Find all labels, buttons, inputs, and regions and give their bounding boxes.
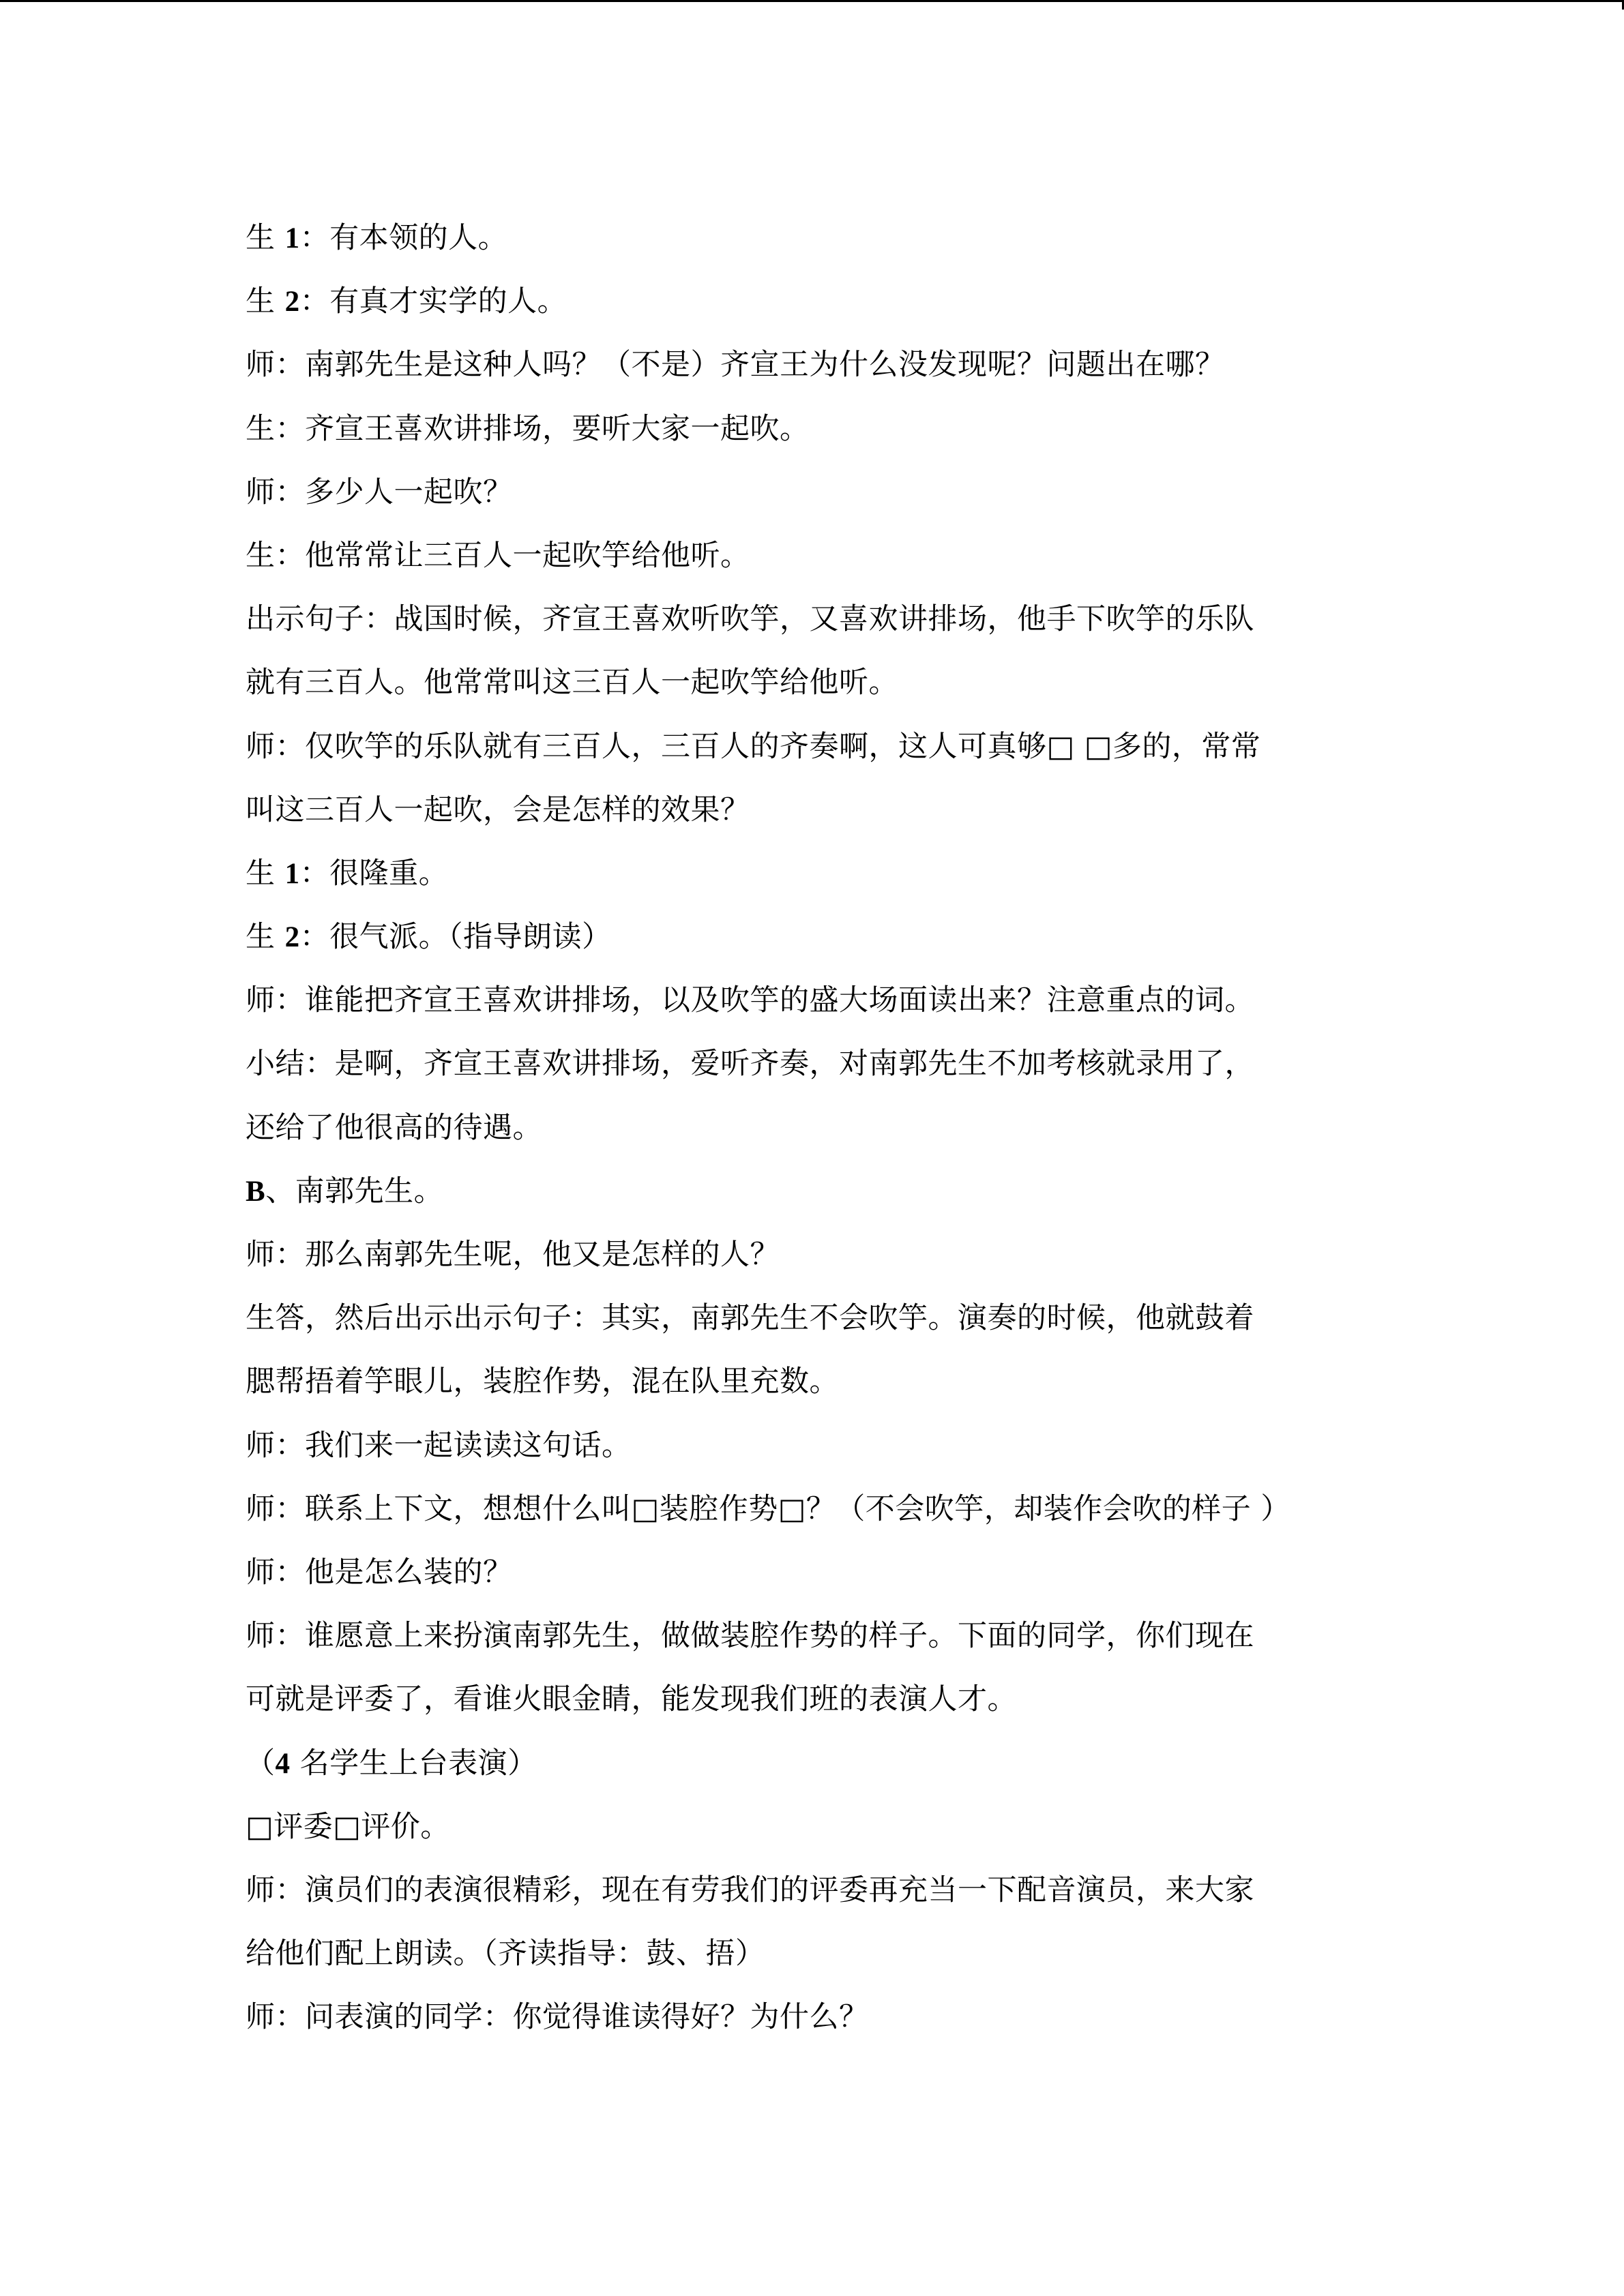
text-line: 生 1：很隆重。 bbox=[246, 856, 449, 891]
text-line: 师：联系上下文，想想什么叫□装腔作势□？（不会吹竽，却装作会吹的样子 ） bbox=[246, 1491, 1290, 1526]
page-top-border bbox=[0, 0, 1624, 2]
text-line: 师：谁能把齐宣王喜欢讲排场，以及吹竽的盛大场面读出来？注意重点的词。 bbox=[246, 983, 1254, 1018]
text-line: 师：仅吹竽的乐队就有三百人，三百人的齐奏啊，这人可真够□ □多的，常常 bbox=[246, 729, 1261, 764]
text-line: 出示句子：战国时候，齐宣王喜欢听吹竽，又喜欢讲排场，他手下吹竽的乐队 bbox=[246, 602, 1254, 637]
text-line: （4 名学生上台表演） bbox=[246, 1746, 537, 1780]
text-line: 腮帮捂着竽眼儿，装腔作势，混在队里充数。 bbox=[246, 1365, 839, 1399]
text-line: 给他们配上朗读。（齐读指导：鼓、捂） bbox=[246, 1937, 765, 1971]
document-body bbox=[246, 207, 1378, 2049]
text-line: 可就是评委了，看谁火眼金睛，能发现我们班的表演人才。 bbox=[246, 1682, 1017, 1717]
text-line: 师：我们来一起读读这句话。 bbox=[246, 1428, 632, 1463]
text-line: 师：问表演的同学：你觉得谁读得好？为什么？ bbox=[246, 2000, 869, 2035]
text-line: 生：他常常让三百人一起吹竽给他听。 bbox=[246, 538, 750, 573]
text-line: 还给了他很高的待遇。 bbox=[246, 1110, 542, 1145]
text-line: 师：那么南郭先生呢，他又是怎样的人？ bbox=[246, 1238, 780, 1272]
text-line: 小结：是啊，齐宣王喜欢讲排场，爱听齐奏，对南郭先生不加考核就录用了， bbox=[246, 1047, 1254, 1082]
text-line: 师：他是怎么装的？ bbox=[246, 1555, 513, 1590]
text-line: 生 2：有真才实学的人。 bbox=[246, 284, 567, 319]
text-line: 生：齐宣王喜欢讲排场，要听大家一起吹。 bbox=[246, 411, 810, 446]
text-line: 生答，然后出示出示句子：其实，南郭先生不会吹竽。演奏的时候，他就鼓着 bbox=[246, 1301, 1254, 1336]
text-line: 师：多少人一起吹？ bbox=[246, 475, 513, 509]
text-line: 师：南郭先生是这种人吗？（不是）齐宣王为什么没发现呢？问题出在哪？ bbox=[246, 348, 1225, 383]
text-line: 叫这三百人一起吹，会是怎样的效果？ bbox=[246, 792, 750, 827]
text-line: 生 1：有本领的人。 bbox=[246, 221, 508, 255]
text-line: 师：演员们的表演很精彩，现在有劳我们的评委再充当一下配音演员，来大家 bbox=[246, 1873, 1254, 1907]
text-line: 师：谁愿意上来扮演南郭先生，做做装腔作势的样子。下面的同学，你们现在 bbox=[246, 1619, 1254, 1654]
text-line: 生 2：很气派。（指导朗读） bbox=[246, 920, 612, 955]
section-heading: B、南郭先生。 bbox=[246, 1174, 444, 1208]
text-line: □评委□评价。 bbox=[246, 1809, 450, 1844]
text-line: 就有三百人。他常常叫这三百人一起吹竽给他听。 bbox=[246, 666, 898, 700]
